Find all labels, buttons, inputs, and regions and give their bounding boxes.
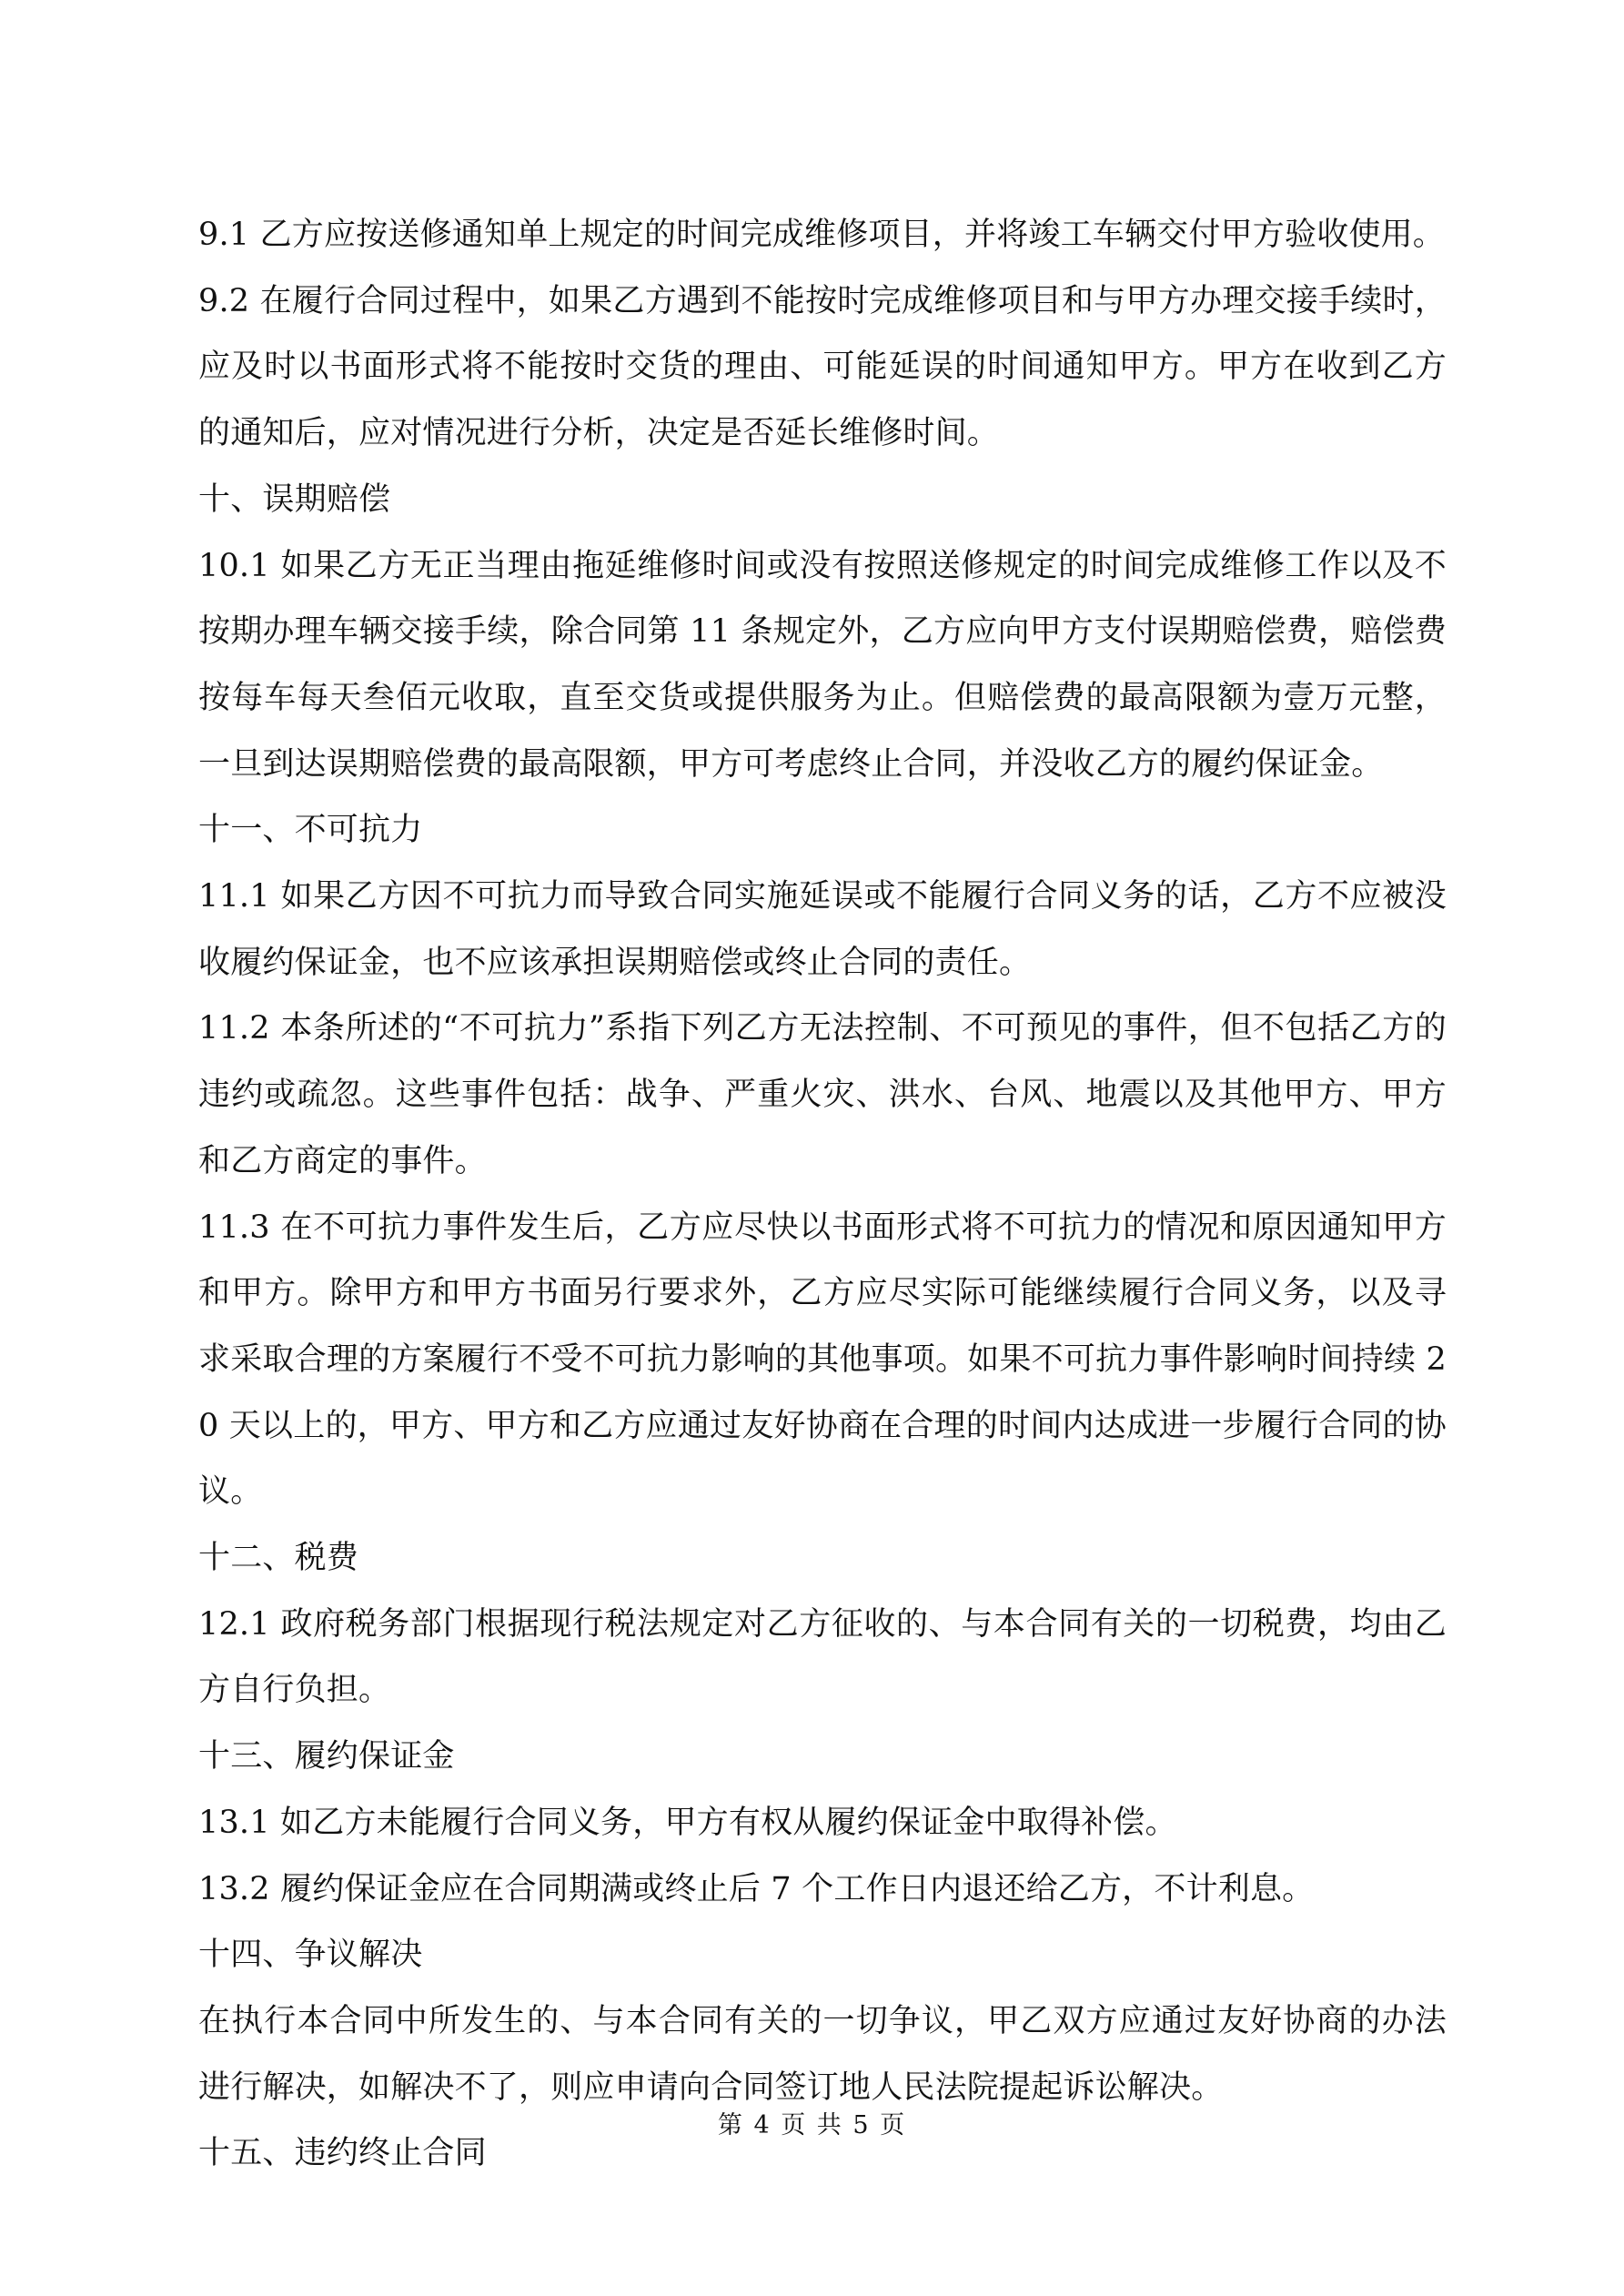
document-body <box>198 202 1447 2187</box>
section-heading-15: 十五、违约终止合同 <box>198 2135 487 2172</box>
clause-11-2: 11.2 本条所述的“不可抗力”系指下列乙方无法控制、不可预见的事件，但不包括乙方的违约或疏忽。这些事件包括：战争、严重火灾、洪水、台风、地震以及其他甲方、甲方和乙方商定的事件。 <box>198 1010 1447 1179</box>
clause-9-2: 9.2 在履行合同过程中，如果乙方遇到不能按时完成维修项目和与甲方办理交接手续时，应及时以书面形式将不能按时交货的理由、可能延误的时间通知甲方。甲方在收到乙方的通知后，应对情况进行分析，决定是否延长维修时间。 <box>198 282 1447 452</box>
clause-9-1: 9.1 乙方应按送修通知单上规定的时间完成维修项目，并将竣工车辆交付甲方验收使用。 <box>198 217 1445 253</box>
section-heading-12: 十二、税费 <box>198 1540 359 1577</box>
section-heading-11: 十一、不可抗力 <box>198 812 423 849</box>
clause-11-1: 11.1 如果乙方因不可抗力而导致合同实施延误或不能履行合同义务的话，乙方不应被没收履约保证金，也不应该承担误期赔偿或终止合同的责任。 <box>198 878 1447 981</box>
section-heading-14: 十四、争议解决 <box>198 1937 423 1974</box>
clause-13-1: 13.1 如乙方未能履行合同义务，甲方有权从履约保证金中取得补偿。 <box>198 1804 1177 1841</box>
dispute-resolution-text: 在执行本合同中所发生的、与本合同有关的一切争议，甲乙双方应通过友好协商的办法进行解决，如解决不了，则应申请向合同签订地人民法院提起诉讼解决。 <box>198 2002 1447 2106</box>
clause-11-3: 11.3 在不可抗力事件发生后，乙方应尽快以书面形式将不可抗力的情况和原因通知甲方和甲方。除甲方和甲方书面另行要求外，乙方应尽实际可能继续履行合同义务，以及寻求采取合理的方案履行不受不可抗力影响的其他事项。如果不可抗力事件影响时间持续 20 天以上的，甲方、甲方和乙方应通过友好协商在合理的时间内达成进一步履行合同的协议。 <box>198 1209 1447 1511</box>
clause-13-2: 13.2 履约保证金应在合同期满或终止后 7 个工作日内退还给乙方，不计利息。 <box>198 1870 1315 1907</box>
section-heading-10: 十、误期赔偿 <box>198 480 391 518</box>
section-heading-13: 十三、履约保证金 <box>198 1738 455 1775</box>
page-number-footer: 第 4 页 共 5 页 <box>717 2111 907 2139</box>
clause-10-1: 10.1 如果乙方无正当理由拖延维修时间或没有按照送修规定的时间完成维修工作以及不按期办理车辆交接手续，除合同第 11 条规定外，乙方应向甲方支付误期赔偿费，赔偿费按每车每天叁佰元收取，直至交货或提供服务为止。但赔偿费的最高限额为壹万元整，一旦到达误期赔偿费的最高限额，甲方可考虑终止合同，并没收乙方的履约保证金。 <box>198 547 1447 783</box>
clause-12-1: 12.1 政府税务部门根据现行税法规定对乙方征收的、与本合同有关的一切税费，均由乙方自行负担。 <box>198 1605 1447 1709</box>
